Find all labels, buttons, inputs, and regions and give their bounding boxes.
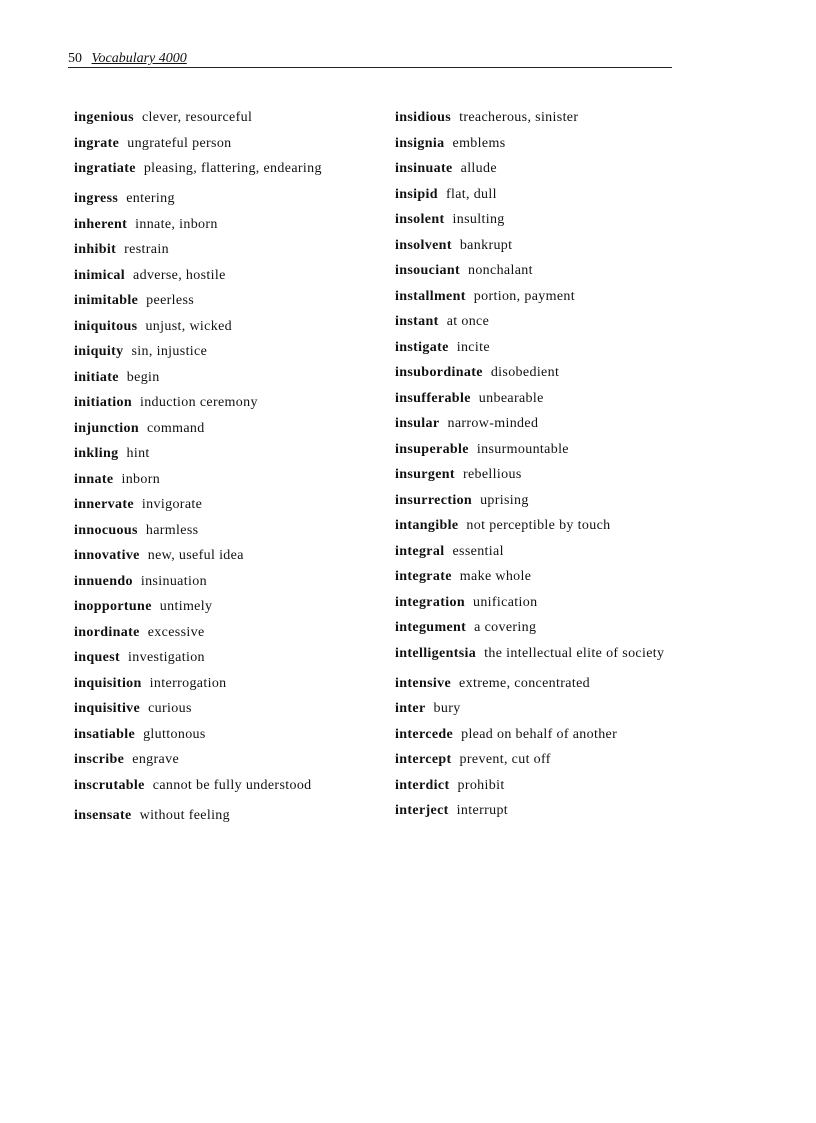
vocab-entry xyxy=(74,191,374,217)
entry-word: iniquity xyxy=(74,344,124,359)
vocab-entry xyxy=(395,569,695,595)
entry-definition: induction ceremony xyxy=(139,395,258,410)
vocab-entry xyxy=(74,472,374,498)
entry-definition: insurmountable xyxy=(476,441,569,457)
entry-definition: a covering xyxy=(474,620,537,635)
entry-word: intercept xyxy=(395,752,452,767)
entry-definition: bankrupt xyxy=(459,237,513,253)
entry-word: inquisition xyxy=(74,675,142,691)
entry-word: interject xyxy=(395,803,449,818)
entry-word: insensate xyxy=(74,807,132,823)
page-header xyxy=(68,50,672,68)
vocab-entry xyxy=(74,574,374,600)
entry-word: innuendo xyxy=(74,573,133,589)
entry-word: insuperable xyxy=(395,441,469,457)
vocab-entry xyxy=(395,263,695,289)
entry-word: ingratiate xyxy=(74,161,136,176)
entry-word: insubordinate xyxy=(395,365,483,380)
vocab-entry xyxy=(395,110,695,136)
entry-definition: interrupt xyxy=(456,803,509,818)
entry-definition: allude xyxy=(460,161,497,176)
vocab-entry xyxy=(395,187,695,213)
vocab-entry xyxy=(395,752,695,778)
entry-word: inquest xyxy=(74,650,121,665)
entry-definition: narrow-minded xyxy=(447,416,539,431)
vocab-entry xyxy=(395,442,695,468)
entry-definition: curious xyxy=(148,701,192,716)
vocab-entry xyxy=(74,599,374,625)
entry-word: intensive xyxy=(395,675,452,691)
entry-definition: adverse, hostile xyxy=(133,267,226,283)
vocabulary-column-left xyxy=(74,110,374,833)
vocab-entry xyxy=(74,548,374,574)
vocab-entry xyxy=(395,467,695,493)
entry-definition: prevent, cut off xyxy=(459,752,551,767)
entry-word: insidious xyxy=(395,110,452,125)
entry-word: intercede xyxy=(395,726,454,742)
entry-definition: not perceptible by touch xyxy=(466,518,611,533)
entry-definition: invigorate xyxy=(141,497,203,512)
vocab-entry xyxy=(74,727,374,753)
entry-definition: untimely xyxy=(159,599,213,614)
vocab-entry xyxy=(74,319,374,345)
vocab-entry xyxy=(74,242,374,268)
entry-definition: extreme, concentrated xyxy=(459,675,590,691)
vocab-entry xyxy=(395,136,695,162)
entry-word: innate xyxy=(74,471,114,487)
entry-word: inopportune xyxy=(74,599,152,614)
entry-word: injunction xyxy=(74,420,139,436)
entry-definition: portion, payment xyxy=(473,288,575,304)
entry-definition: at once xyxy=(446,314,490,329)
entry-definition: emblems xyxy=(452,135,506,151)
entry-definition: hint xyxy=(126,446,150,461)
entry-word: instigate xyxy=(395,339,449,355)
entry-definition: entering xyxy=(126,191,175,206)
entry-word: insurgent xyxy=(395,467,455,482)
vocab-entry xyxy=(74,625,374,651)
entry-definition: rebellious xyxy=(462,467,522,482)
entry-definition: bury xyxy=(433,701,461,716)
vocab-entry xyxy=(74,136,374,162)
entry-word: ingrate xyxy=(74,135,120,151)
vocab-entry xyxy=(395,595,695,621)
vocab-entry xyxy=(74,344,374,370)
vocab-entry xyxy=(74,268,374,294)
entry-definition: innate, inborn xyxy=(135,216,218,232)
entry-definition: gluttonous xyxy=(143,726,206,742)
entry-word: integument xyxy=(395,620,467,635)
vocab-entry xyxy=(395,340,695,366)
entry-definition: incite xyxy=(456,339,490,355)
entry-word: integration xyxy=(395,594,465,610)
vocab-entry xyxy=(74,650,374,676)
entry-word: insular xyxy=(395,416,440,431)
vocab-entry xyxy=(74,110,374,136)
vocab-entry xyxy=(395,544,695,570)
entry-definition: treacherous, sinister xyxy=(459,110,579,125)
entry-word: insolent xyxy=(395,212,445,227)
vocab-entry xyxy=(395,778,695,804)
entry-definition: engrave xyxy=(132,752,180,767)
vocab-entry xyxy=(395,518,695,544)
entry-word: insatiable xyxy=(74,726,136,742)
entry-word: inimical xyxy=(74,267,126,283)
entry-definition: sin, injustice xyxy=(131,344,208,359)
entry-word: insolvent xyxy=(395,237,452,253)
entry-definition: begin xyxy=(126,369,160,385)
entry-word: insufferable xyxy=(395,390,471,406)
entry-word: insignia xyxy=(395,135,445,151)
entry-word: instant xyxy=(395,314,439,329)
entry-definition: harmless xyxy=(145,522,199,538)
entry-word: insouciant xyxy=(395,263,460,278)
entry-definition: pleasing, flattering, endearing xyxy=(143,161,322,176)
vocab-entry xyxy=(74,676,374,702)
entry-definition: insulting xyxy=(452,212,505,227)
running-title: Vocabulary 4000 xyxy=(91,51,187,66)
vocab-entry xyxy=(74,446,374,472)
entry-word: iniquitous xyxy=(74,318,138,334)
vocab-entry xyxy=(395,391,695,417)
vocab-entry xyxy=(395,161,695,187)
vocab-entry xyxy=(74,421,374,447)
vocab-entry xyxy=(395,620,695,646)
entry-definition: excessive xyxy=(147,624,205,640)
entry-word: intangible xyxy=(395,518,459,533)
entry-definition: inborn xyxy=(121,471,161,487)
vocab-entry xyxy=(395,289,695,315)
entry-definition: without feeling xyxy=(139,807,231,823)
entry-definition: insinuation xyxy=(140,573,207,589)
entry-definition: unjust, wicked xyxy=(145,318,232,334)
vocab-entry xyxy=(74,701,374,727)
entry-definition: the intellectual elite of society xyxy=(484,645,665,661)
vocab-entry xyxy=(395,803,695,829)
vocab-entry xyxy=(395,314,695,340)
entry-word: inscribe xyxy=(74,752,125,767)
entry-word: inscrutable xyxy=(74,777,145,793)
vocab-entry xyxy=(74,161,374,191)
entry-definition: flat, dull xyxy=(445,186,497,202)
entry-definition: restrain xyxy=(124,242,169,257)
vocab-entry xyxy=(74,497,374,523)
entry-word: integrate xyxy=(395,569,452,584)
entry-definition: clever, resourceful xyxy=(141,110,253,125)
entry-word: inordinate xyxy=(74,624,140,640)
entry-word: ingenious xyxy=(74,110,134,125)
entry-word: insinuate xyxy=(395,161,453,176)
entry-word: inimitable xyxy=(74,293,139,308)
vocab-entry xyxy=(395,676,695,702)
entry-word: inquisitive xyxy=(74,701,141,716)
vocab-entry xyxy=(395,646,695,676)
entry-word: initiate xyxy=(74,369,119,385)
entry-definition: command xyxy=(146,420,205,436)
entry-word: initiation xyxy=(74,395,132,410)
entry-word: inherent xyxy=(74,216,128,232)
entry-word: insipid xyxy=(395,186,438,202)
vocabulary-column-right xyxy=(395,110,695,829)
vocab-entry xyxy=(74,808,374,834)
entry-definition: essential xyxy=(452,543,504,559)
vocab-entry xyxy=(74,523,374,549)
vocab-entry xyxy=(395,416,695,442)
entry-definition: cannot be fully understood xyxy=(152,777,312,793)
entry-word: innovative xyxy=(74,548,140,563)
vocab-entry xyxy=(395,238,695,264)
entry-word: installment xyxy=(395,288,466,304)
entry-definition: interrogation xyxy=(149,675,227,691)
entry-definition: unbearable xyxy=(478,390,544,406)
vocab-entry xyxy=(395,493,695,519)
entry-definition: disobedient xyxy=(490,365,560,380)
vocab-entry xyxy=(74,395,374,421)
entry-definition: ungrateful person xyxy=(127,135,232,151)
entry-word: inter xyxy=(395,701,426,716)
entry-word: intelligentsia xyxy=(395,645,477,661)
entry-word: inkling xyxy=(74,446,119,461)
entry-definition: investigation xyxy=(128,650,205,665)
vocab-entry xyxy=(395,727,695,753)
entry-definition: new, useful idea xyxy=(147,548,244,563)
entry-word: inhibit xyxy=(74,242,117,257)
entry-word: innocuous xyxy=(74,522,138,538)
vocab-entry xyxy=(74,370,374,396)
entry-definition: prohibit xyxy=(457,777,505,793)
entry-definition: peerless xyxy=(146,293,195,308)
vocab-entry xyxy=(395,212,695,238)
vocab-entry xyxy=(74,293,374,319)
entry-definition: unification xyxy=(472,594,538,610)
entry-word: ingress xyxy=(74,191,119,206)
entry-definition: plead on behalf of another xyxy=(461,726,618,742)
vocab-entry xyxy=(395,701,695,727)
entry-word: interdict xyxy=(395,777,450,793)
page-number: 50 xyxy=(68,51,82,66)
vocab-entry xyxy=(395,365,695,391)
entry-word: integral xyxy=(395,543,445,559)
entry-definition: nonchalant xyxy=(467,263,533,278)
entry-definition: uprising xyxy=(480,492,529,508)
entry-word: innervate xyxy=(74,497,134,512)
vocab-entry xyxy=(74,752,374,778)
entry-word: insurrection xyxy=(395,492,473,508)
vocab-entry xyxy=(74,217,374,243)
vocab-entry xyxy=(74,778,374,808)
entry-definition: make whole xyxy=(459,569,532,584)
